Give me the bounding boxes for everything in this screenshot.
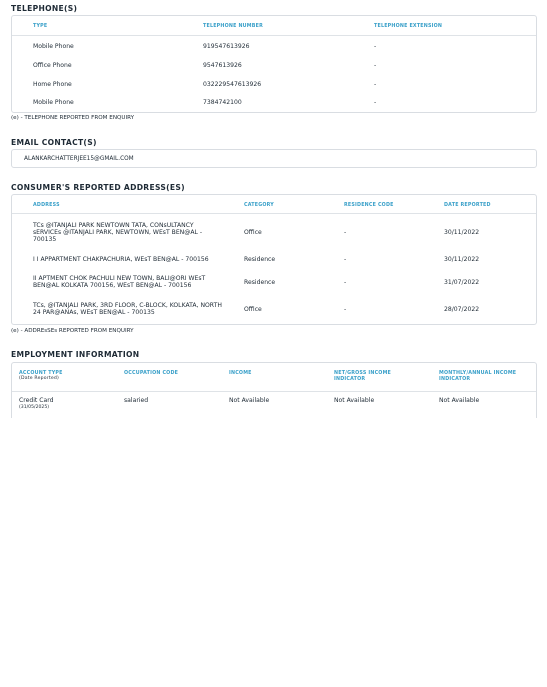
- address-row-4-code: -: [344, 306, 347, 313]
- employment-header-net-gross: NET/GROSS INCOME INDICATOR: [334, 371, 392, 382]
- employment-section-title: EMPLOYMENT INFORMATION: [11, 350, 140, 359]
- address-row-2-code: -: [344, 256, 347, 263]
- address-row-2-category: Residence: [244, 256, 276, 263]
- telephone-row-3-number: 032229547613926: [203, 81, 262, 88]
- address-table: [11, 194, 537, 325]
- employment-header-divider: [12, 391, 536, 392]
- address-header-category: CATEGORY: [244, 203, 274, 208]
- telephone-row-1-ext: -: [374, 43, 377, 50]
- telephone-row-2-type: Office Phone: [33, 62, 72, 69]
- address-row-1-date: 30/11/2022: [444, 229, 480, 236]
- address-header-address: ADDRESS: [33, 203, 60, 208]
- telephone-row-1-number: 919547613926: [203, 43, 250, 50]
- address-header-divider: [12, 213, 536, 214]
- telephone-header-type: TYPE: [33, 24, 48, 29]
- employment-header-date-reported: (Date Reported): [19, 376, 59, 381]
- employment-header-occupation: OCCUPATION CODE: [124, 371, 179, 376]
- telephone-header-number: TELEPHONE NUMBER: [203, 24, 263, 29]
- address-enquiry-note: (e) - ADDREsSEs REPORTED FROM ENQUIRY: [11, 328, 134, 334]
- telephone-row-4-type: Mobile Phone: [33, 99, 74, 106]
- address-row-2-address: I I APPARTMENT CHAKPACHURIA, WEsT BEN@AL - 700156: [33, 256, 209, 263]
- telephone-row-1-type: Mobile Phone: [33, 43, 74, 50]
- address-row-1-category: Office: [244, 229, 262, 236]
- address-row-1-address: TCs @ITANJALI PARK NEWTOWN TATA, CONsULTANCY sERVICEs @ITANJALI PARK, NEWTOWN, WEsT BEN@AL - 700135: [33, 222, 203, 243]
- employment-account-type: [19, 397, 54, 411]
- email-value: ALANKARCHATTERJEE15@GMAIL.COM: [24, 156, 134, 162]
- telephone-enquiry-note: (e) - TELEPHONE REPORTED FROM ENQUIRY: [11, 115, 135, 121]
- employment-net-gross: Not Available: [334, 397, 375, 404]
- address-section-title: CONSUMER'S REPORTED ADDRESS(ES): [11, 183, 185, 192]
- employment-header-income: INCOME: [229, 371, 252, 376]
- address-row-3-date: 31/07/2022: [444, 279, 480, 286]
- telephone-section-title: TELEPHONE(S): [11, 4, 78, 13]
- employment-account-type-value: Credit Card: [19, 397, 54, 404]
- address-row-4-category: Office: [244, 306, 262, 313]
- telephone-row-3-ext: -: [374, 81, 377, 88]
- address-row-3-code: -: [344, 279, 347, 286]
- employment-income: Not Available: [229, 397, 270, 404]
- employment-account-date: (31/05/2025): [19, 405, 50, 410]
- address-header-residence-code: RESIDENCE CODE: [344, 203, 394, 208]
- telephone-table: [11, 15, 537, 113]
- telephone-row-2-ext: -: [374, 62, 377, 69]
- telephone-header-divider: [12, 35, 536, 36]
- employment-header-account-type: [19, 371, 63, 382]
- telephone-header-extension: TELEPHONE EXTENSION: [374, 24, 443, 29]
- address-row-3-category: Residence: [244, 279, 276, 286]
- employment-occupation: salaried: [124, 397, 149, 404]
- address-row-2-date: 30/11/2022: [444, 256, 480, 263]
- email-box: [11, 149, 537, 168]
- employment-header-monthly-annual: MONTHLY/ANNUAL INCOME INDICATOR: [439, 371, 517, 382]
- telephone-row-4-ext: -: [374, 99, 377, 106]
- address-row-4-address: TCs, @ITANJALI PARK, 3RD FLOOR, C-BLOCK, KOLKATA, NORTH 24 PAR@ANAs, WEsT BEN@AL - 700135: [33, 302, 222, 316]
- address-row-4-date: 28/07/2022: [444, 306, 480, 313]
- email-section-title: EMAIL CONTACT(S): [11, 138, 97, 147]
- telephone-row-2-number: 9547613926: [203, 62, 242, 69]
- employment-header-account-type-label: ACCOUNT TYPE: [19, 371, 63, 376]
- address-header-date: DATE REPORTED: [444, 203, 491, 208]
- telephone-row-3-type: Home Phone: [33, 81, 72, 88]
- employment-table: [11, 362, 537, 418]
- employment-monthly-annual: Not Available: [439, 397, 480, 404]
- telephone-row-4-number: 7384742100: [203, 99, 242, 106]
- address-row-3-address: II APTMENT CHOK PACHULI NEW TOWN, BALI@ORI WEsT BEN@AL KOLKATA 700156, WEsT BEN@AL - 700156: [33, 275, 206, 289]
- address-row-1-code: -: [344, 229, 347, 236]
